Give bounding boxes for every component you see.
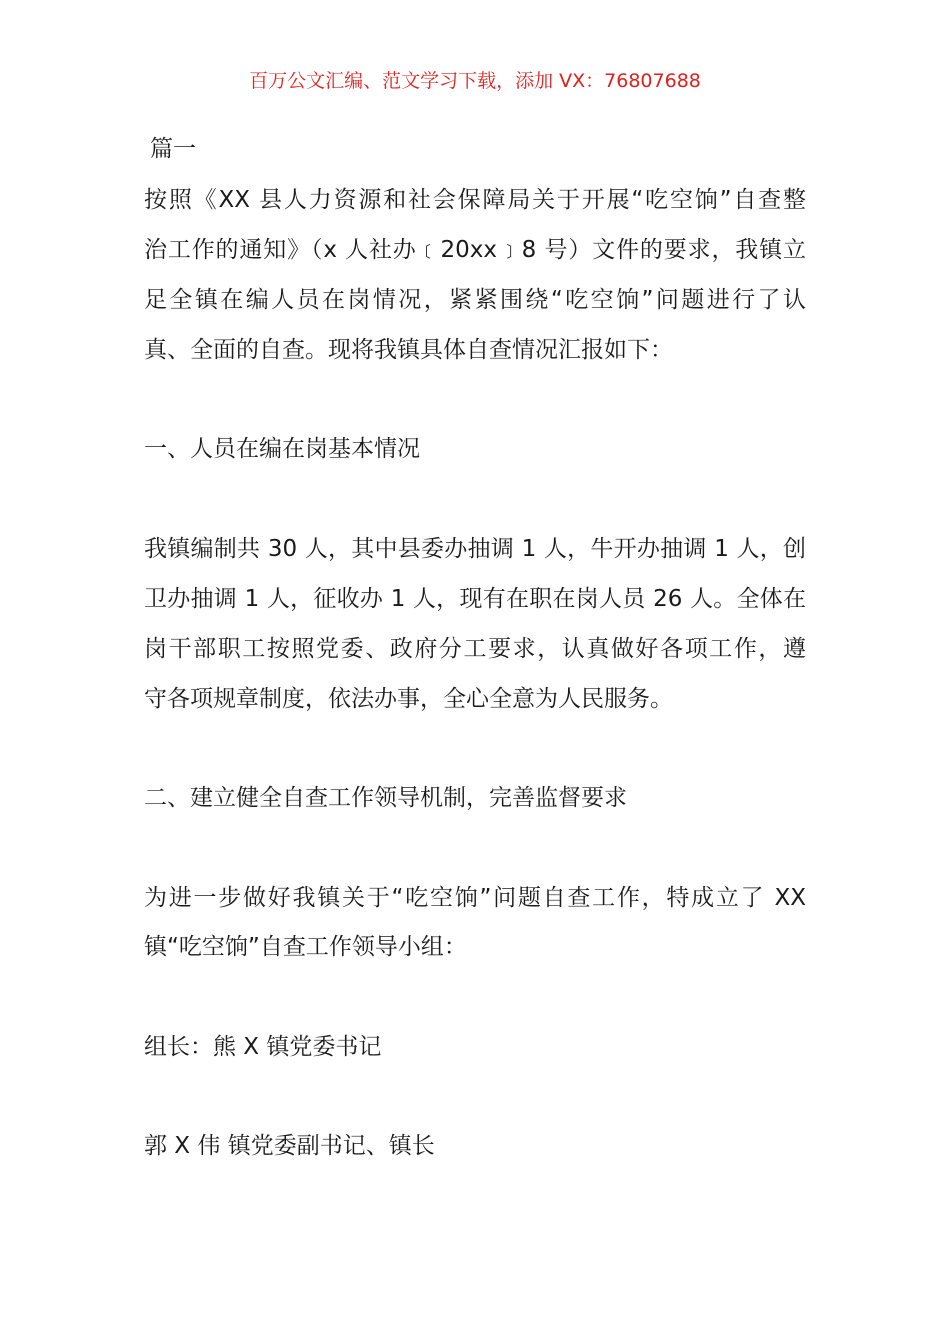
paragraph-line: 镇“吃空饷”自查工作领导小组： bbox=[144, 934, 467, 960]
paragraph-line: 为进一步做好我镇关于“吃空饷”问题自查工作，特成立了 XX bbox=[144, 885, 806, 911]
intro-line: 治工作的通知》（x 人社办﹝20xx﹞8 号）文件的要求，我镇立 bbox=[144, 237, 806, 263]
paragraph-line: 我镇编制共 30 人，其中县委办抽调 1 人，牛开办抽调 1 人，创 bbox=[144, 536, 806, 562]
watermark-header: 百万公文汇编、范文学习下载，添加 VX：76807688 bbox=[249, 70, 701, 92]
leader-line: 组长：熊 X 镇党委书记 bbox=[144, 1034, 382, 1060]
paragraph-line: 卫办抽调 1 人，征收办 1 人，现有在职在岗人员 26 人。全体在 bbox=[144, 586, 806, 612]
intro-line: 按照《XX 县人力资源和社会保障局关于开展“吃空饷”自查整 bbox=[144, 187, 806, 213]
section-heading: 一、人员在编在岗基本情况 bbox=[144, 436, 420, 462]
section-title: 篇一 bbox=[150, 136, 196, 162]
intro-line: 真、全面的自查。现将我镇具体自查情况汇报如下： bbox=[144, 337, 673, 363]
intro-line: 足全镇在编人员在岗情况，紧紧围绕“吃空饷”问题进行了认 bbox=[144, 287, 806, 313]
member-line: 郭 X 伟 镇党委副书记、镇长 bbox=[144, 1133, 435, 1159]
section-heading: 二、建立健全自查工作领导机制，完善监督要求 bbox=[144, 785, 627, 811]
paragraph-line: 守各项规章制度，依法办事，全心全意为人民服务。 bbox=[144, 686, 673, 712]
paragraph-line: 岗干部职工按照党委、政府分工要求，认真做好各项工作，遵 bbox=[144, 636, 806, 662]
